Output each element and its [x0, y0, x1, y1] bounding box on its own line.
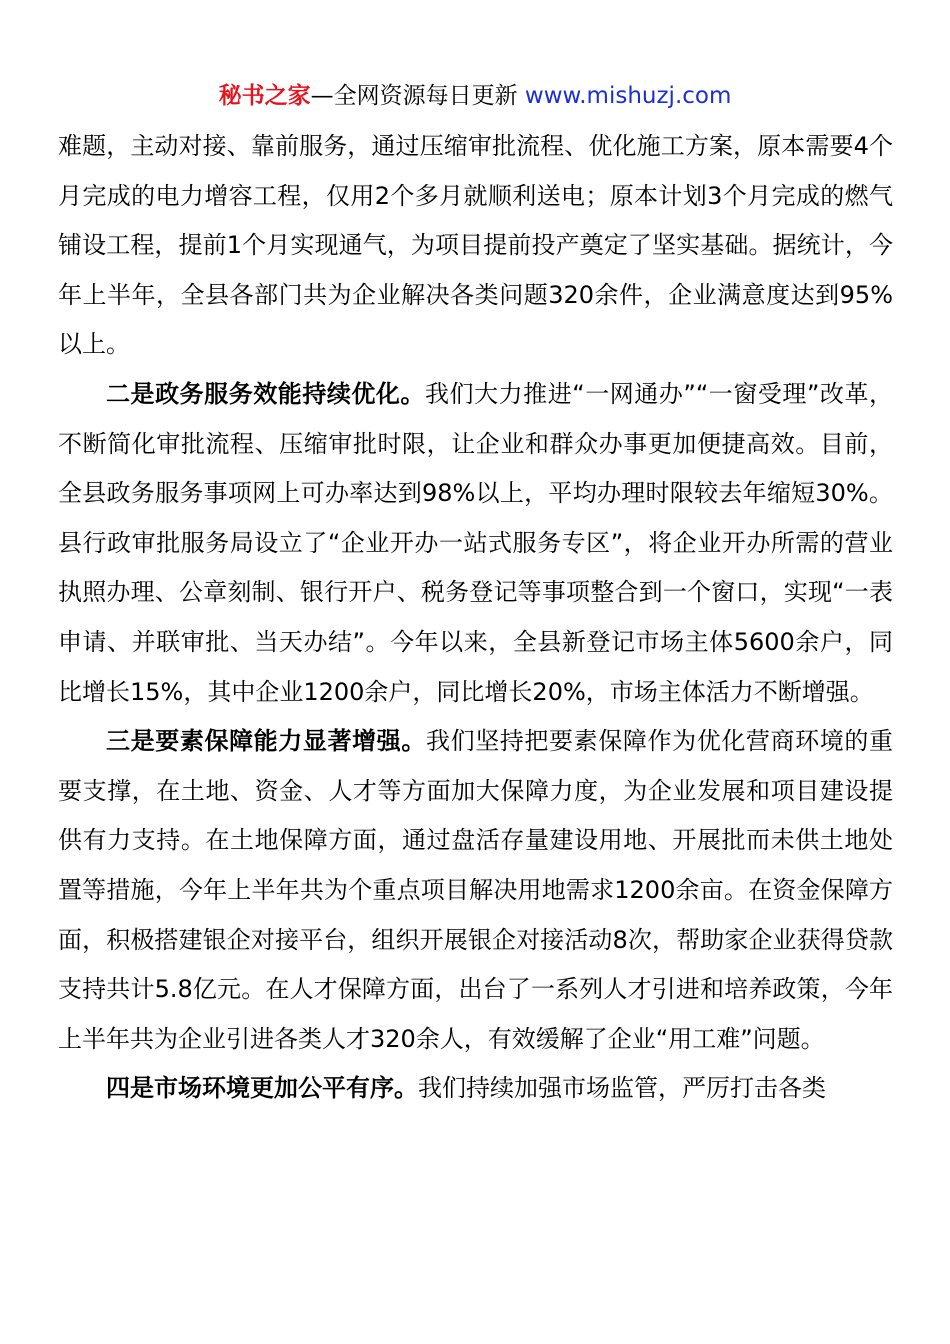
paragraph-2 [58, 370, 893, 717]
paragraph-2-lead: 二是政务服务效能持续优化。 [106, 379, 426, 408]
paragraph-4-text: 我们持续加强市场监管，严厉打击各类 [418, 1074, 826, 1103]
paragraph-3 [58, 717, 893, 1064]
paragraph-4 [58, 1064, 893, 1114]
paragraph-2-text: 我们大力推进“一网通办”“一窗受理”改革，不断简化审批流程、压缩审批时限，让企业和群众办事更加便捷高效。目前，全县政务服务事项网上可办率达到98%以上，平均办理时限较去年缩短30%。县行政审批服务局设立了“企业开办一站式服务专区”，将企业开办所需的营业执照办理、公章刻制、银行开户、税务登记等事项整合到一个窗口，实现“一表申请、并联审批、当天办结”。今年以来，全县新登记市场主体5600余户，同比增长15%，其中企业1200余户，同比增长20%，市场主体活力不断增强。 [58, 379, 894, 706]
page-header [0, 80, 950, 112]
document-body [58, 122, 893, 1114]
paragraph-1 [58, 122, 893, 370]
header-tagline: —全网资源每日更新 [310, 83, 518, 109]
paragraph-4-lead: 四是市场环境更加公平有序。 [106, 1074, 418, 1103]
paragraph-3-lead: 三是要素保障能力显著增强。 [106, 727, 426, 756]
header-url[interactable]: www.mishuzj.com [524, 83, 732, 109]
paragraph-1-text: 难题，主动对接、靠前服务，通过压缩审批流程、优化施工方案，原本需要4个月完成的电力增容工程，仅用2个多月就顺利送电；原本计划3个月完成的燃气铺设工程，提前1个月实现通气，为项目提前投产奠定了坚实基础。据统计，今年上半年，全县各部门共为企业解决各类问题320余件，企业满意度达到95%以上。 [58, 132, 893, 359]
header-brand: 秘书之家 [218, 83, 311, 109]
paragraph-3-text: 我们坚持把要素保障作为优化营商环境的重要支撑，在土地、资金、人才等方面加大保障力度，为企业发展和项目建设提供有力支持。在土地保障方面，通过盘活存量建设用地、开展批而未供土地处置等措施，今年上半年共为个重点项目解决用地需求1200余亩。在资金保障方面，积极搭建银企对接平台，组织开展银企对接活动8次，帮助家企业获得贷款支持共计5.8亿元。在人才保障方面，出台了一系列人才引进和培养政策，今年上半年共为企业引进各类人才320余人，有效缓解了企业“用工难”问题。 [58, 727, 893, 1053]
